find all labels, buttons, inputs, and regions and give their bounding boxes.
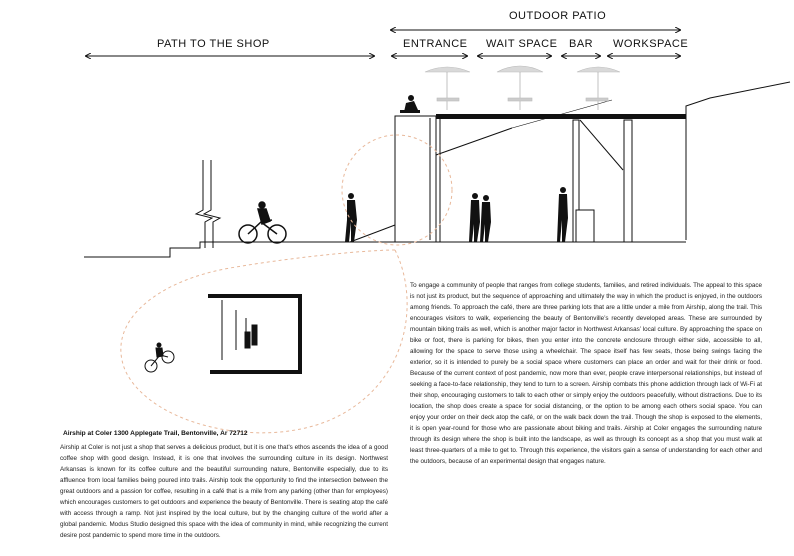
label-outdoor-patio: OUTDOOR PATIO <box>509 10 607 22</box>
ramp-line <box>436 128 512 155</box>
essay-body: To engage a community of people that ranges from college students, families, and retired individuals. The appeal to this space is not just its product, but the sequence of approaching and ultimately the way in which the product is enjoyed, in the outdoors among friends. To approach the café, there are three parking lots that are a little under a mile from Airship, along the trail. This encourages visitors to walk, experiencing the beauty of Bentonville’s recently developed areas. These are surrounded by mountain biking trails as well, which is another major factor in Northwest Arkansas’ local culture. By approaching the space on bike or foot, there is parking for bikes, then you enter into the concrete enclosure through either side, accessible to all, allowing for the space to serve those using a wheelchair. The space itself has few seats, those being swings facing the exterior, so it is intended to purely be a social space where customers can place an order and wait for their drink or food. Because of the current context of post pandemic, now more than ever, people crave interpersonal relationships, but instead of seeking a face-to-face relationship, they tend to turn to a screen. Airship combats this phone addiction through lack of Wi-Fi at their shop, encouraging customers to talk to each other or simply enjoy the outdoors peacefully, without distractions. Due to its location, the shop does create a space for social distancing, or the option to be among each others social space. You can enjoy your order on their deck atop the café, or on the walk back down the trail. Though the shop is exposed to the elements, it is open year-round for those who are passionate about biking and trails. Airship at Coler engages the surrounding nature through its design where the shop is built into the landscape, as well as through its concept as a shop that you must walk at least three-quarters of a mile to get to. Through this experience, the visitors gain a sense of understanding for each other and the outdoors, because of an experimental design that engages nature. <box>410 282 762 465</box>
cyclist <box>239 202 286 243</box>
label-entrance: ENTRANCE <box>403 38 468 50</box>
caption-title: Airship at Coler 1300 Applegate Trail, Bentonville, Ar 72712 <box>63 430 248 437</box>
label-workspace: WORKSPACE <box>613 38 689 50</box>
umbrellas <box>425 66 620 110</box>
walker-path <box>345 193 357 242</box>
terrain <box>84 82 790 257</box>
label-bar: BAR <box>569 38 594 50</box>
label-wait-space: WAIT SPACE <box>486 38 558 50</box>
cyclist-small <box>145 343 174 372</box>
roof-slab <box>436 114 686 119</box>
break-line-pole <box>196 160 220 248</box>
entrance-ramp <box>350 225 395 242</box>
entrance-wall <box>395 116 436 242</box>
umbrella <box>497 66 543 110</box>
umbrella <box>425 67 470 110</box>
label-path-to-shop: PATH TO THE SHOP <box>157 38 270 50</box>
interior-structure <box>440 118 632 242</box>
rooftop-person <box>400 95 420 113</box>
perspective-detail <box>208 296 300 372</box>
caption-body: Airship at Coler is not just a shop that serves a delicious product, but it is one that’s ethos ascends the idea of a good coffee shop with good design. Instead, it is one that involves the surrounding culture in its design. Northwest Arkansas is known for its coffee culture and the beautiful surrounding nature, Bentonville especially, due to its affluence from local families being poured into trails. Airship took the opportunity to find the intersection between the great outdoors and a passion for coffee, resulting in a café that is a mile from any parking (other than for employees) which encourages customers to get outdoors and experience the beauty of Bentonville. There is seating atop the café with access through a ramp. Not just inspired by the local culture, but by the changing culture of the world after a global pandemic. Modus Studio designed this space with the idea of community in mind, while recognizing the current desire post pandemic to spend more time in the outdoors. <box>60 444 388 539</box>
bar-counter <box>576 210 594 242</box>
callout-circle-large <box>121 250 407 433</box>
people-interior <box>469 187 568 242</box>
